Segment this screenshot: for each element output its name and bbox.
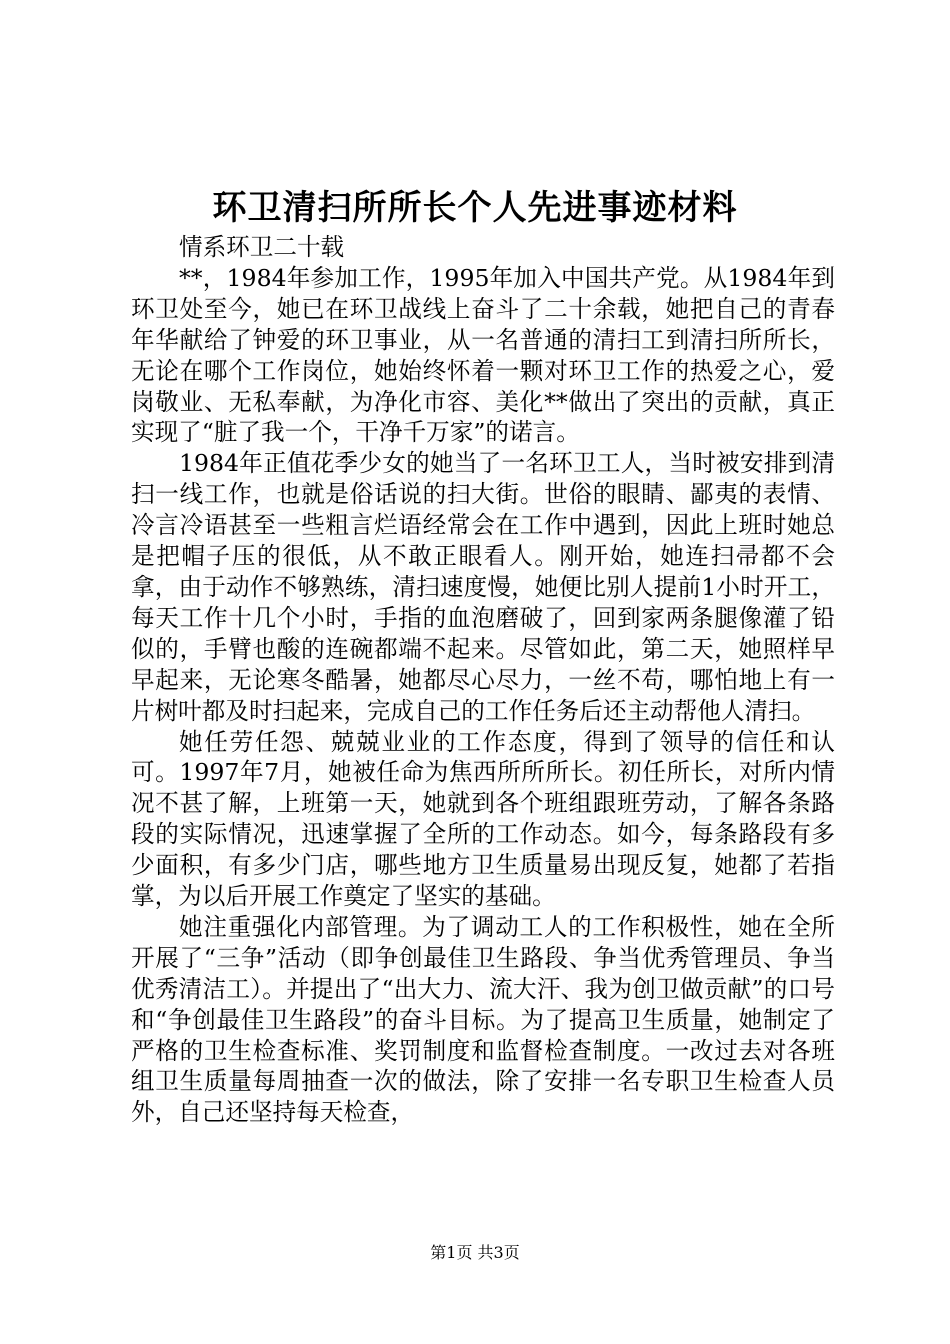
paragraph-1: **，1984年参加工作，1995年加入中国共产党。从1984年到环卫处至今，她已在环卫战线上奋斗了二十余载，她把自己的青春年华献给了钟爱的环卫事业，从一名普通的清扫工到清扫所所长，无论在哪个工作岗位，她始终怀着一颗对环卫工作的热爱之心，爱岗敬业、无私奉献，为净化市容、美化**做出了突出的贡献，真正实现了“脏了我一个，干净千万家”的诺言。 [131, 263, 835, 447]
page-footer: 第1页 共3页 [430, 1243, 520, 1262]
document-subtitle: 情系环卫二十载 [179, 233, 345, 261]
paragraph-4: 她注重强化内部管理。为了调动工人的工作积极性，她在全所开展了“三争”活动（即争创最佳卫生路段、争当优秀管理员、争当优秀清洁工）。并提出了“出大力、流大汗、我为创卫做贡献”的口号和“争创最佳卫生路段”的奋斗目标。为了提高卫生质量，她制定了严格的卫生检查标准、奖罚制度和监督检查制度。一改过去对各班组卫生质量每周抽查一次的做法，除了安排一名专职卫生检查人员外，自己还坚持每天检查， [131, 912, 835, 1127]
document-body [131, 232, 835, 1128]
document-title: 环卫清扫所所长个人先进事迹材料 [212, 188, 738, 228]
paragraph-2: 1984年正值花季少女的她当了一名环卫工人，当时被安排到清扫一线工作，也就是俗话说的扫大街。世俗的眼睛、鄙夷的表情、冷言冷语甚至一些粗言烂语经常会在工作中遇到，因此上班时她总是把帽子压的很低，从不敢正眼看人。刚开始，她连扫帚都不会拿，由于动作不够熟练，清扫速度慢，她便比别人提前1小时开工，每天工作十几个小时，手指的血泡磨破了，回到家两条腿像灌了铅似的，手臂也酸的连碗都端不起来。尽管如此，第二天，她照样早早起来，无论寒冬酷暑，她都尽心尽力，一丝不苟，哪怕地上有一片树叶都及时扫起来，完成自己的工作任务后还主动帮他人清扫。 [131, 449, 835, 725]
paragraph-3: 她任劳任怨、兢兢业业的工作态度，得到了领导的信任和认可。1997年7月，她被任命为焦西所所所长。初任所长，对所内情况不甚了解，上班第一天，她就到各个班组跟班劳动，了解各条路段的实际情况，迅速掌握了全所的工作动态。如今，每条路段有多少面积，有多少门店，哪些地方卫生质量易出现反复，她都了若指掌，为以后开展工作奠定了坚实的基础。 [131, 727, 835, 911]
